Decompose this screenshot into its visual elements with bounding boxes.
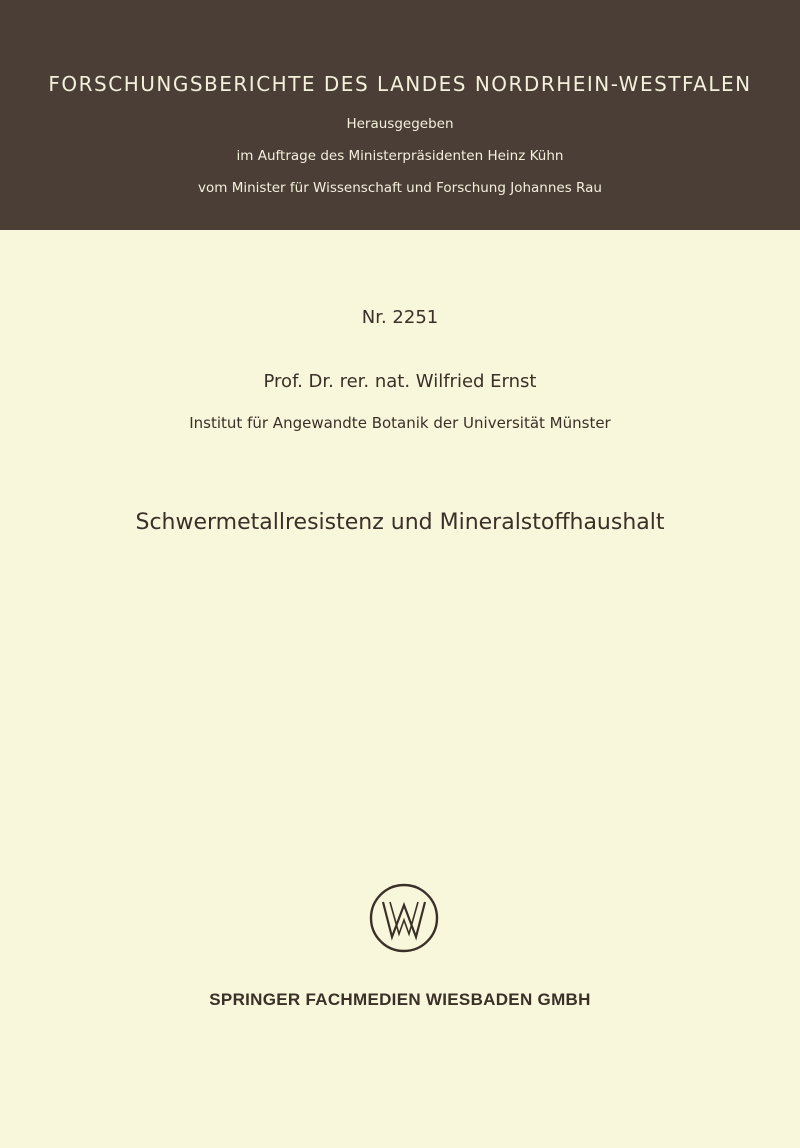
publisher-logo-icon: [368, 882, 440, 954]
author-name: Prof. Dr. rer. nat. Wilfried Ernst: [263, 371, 537, 392]
series-title: FORSCHUNGSBERICHTE DES LANDES NORDRHEIN-WESTFALEN: [48, 72, 752, 96]
header-band: [0, 0, 800, 230]
report-number: Nr. 2251: [361, 307, 439, 328]
publisher-name: SPRINGER FACHMEDIEN WIESBADEN GMBH: [209, 990, 591, 1009]
header-minister-line: vom Minister für Wissenschaft und Forschung Johannes Rau: [198, 180, 602, 196]
book-title: Schwermetallresistenz und Mineralstoffhaushalt: [135, 510, 665, 535]
header-editor-line: Herausgegeben: [346, 116, 454, 132]
author-institute: Institut für Angewandte Botanik der Universität Münster: [189, 414, 611, 432]
header-commission-line: im Auftrage des Ministerpräsidenten Heinz Kühn: [236, 148, 564, 164]
